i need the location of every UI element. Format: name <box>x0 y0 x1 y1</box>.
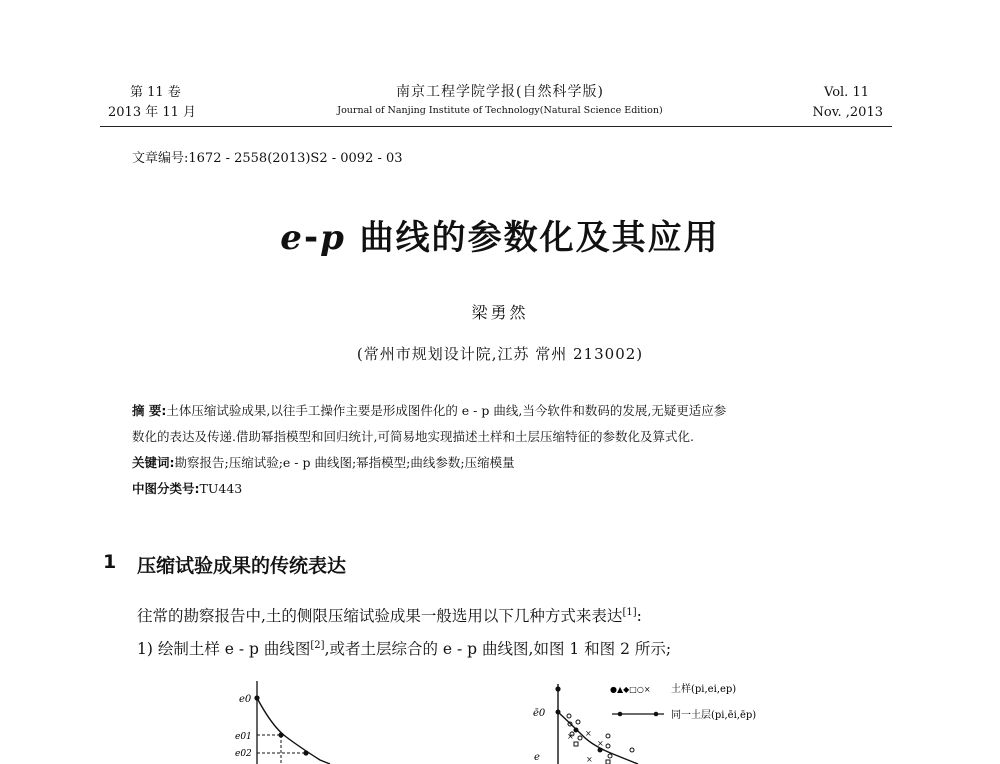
fig1-label-e02: e02 <box>235 749 252 759</box>
body-p2-text-b: ,或者土层综合的 e - p 曲线图,如图 1 和图 2 所示; <box>324 640 672 658</box>
title-rest: 曲线的参数化及其应用 <box>345 218 720 258</box>
fig2-mean-point <box>598 748 603 753</box>
abstract-label: 摘 要: <box>132 403 167 418</box>
body-p1-text: 往常的勘察报告中,土的侧限压缩试验成果一般选用以下几种方式来表达 <box>137 607 623 625</box>
fig1-point <box>254 695 259 700</box>
fig2-legend-dot <box>654 712 659 717</box>
fig2-axis-point <box>555 686 560 691</box>
date-cn: 2013 年 11 月 <box>108 105 197 120</box>
keywords-text: 勘察报告;压缩试验;e - p 曲线图;幂指模型;曲线参数;压缩模量 <box>174 455 515 470</box>
clc-text: TU443 <box>199 481 243 496</box>
header-rule <box>100 126 892 127</box>
affiliation: (常州市规划设计院,江苏 常州 213002) <box>356 345 644 363</box>
fig2-legend-dot <box>618 712 623 717</box>
body-p2-ref[interactable]: [2] <box>310 639 325 651</box>
volume-cn: 第 11 卷 <box>130 85 181 100</box>
fig1-curve <box>257 698 330 764</box>
fig2-sample-points <box>567 714 634 764</box>
figure-1 <box>230 676 370 764</box>
fig2-axis-label: e <box>534 752 540 763</box>
fig2-mean-point <box>556 710 561 715</box>
date-en: Nov. ,2013 <box>812 105 883 120</box>
svg-text:×: × <box>597 739 604 748</box>
title-p: p <box>320 218 346 258</box>
figure-2 <box>528 676 788 764</box>
journal-title-en: Journal of Nanjing Institute of Technology(Natural Science Edition) <box>337 105 663 116</box>
fig1-label-e01: e01 <box>235 732 252 742</box>
svg-text:×: × <box>567 732 574 741</box>
fig2-legend-1: 土样(pi,ei,ep) <box>671 684 737 695</box>
title-dash: - <box>303 218 321 258</box>
fig1-label-e0: e0 <box>239 694 252 705</box>
section-title: 压缩试验成果的传统表达 <box>137 555 347 577</box>
keywords <box>132 450 515 476</box>
body-p2-text-a: 1) 绘制土样 e - p 曲线图 <box>137 640 311 658</box>
body-paragraph-1 <box>137 604 642 626</box>
keywords-label: 关键词: <box>132 455 175 470</box>
author: 梁勇然 <box>471 303 529 322</box>
svg-text:×: × <box>586 755 593 764</box>
body-paragraph-2 <box>137 637 671 659</box>
fig2-legend-symbols: ●▲◆□○× <box>610 685 651 694</box>
volume-en: Vol. 11 <box>824 85 869 100</box>
title-e: e <box>280 218 304 258</box>
abstract-text-1: 土体压缩试验成果,以往手工操作主要是形成图件化的 e - p 曲线,当今软件和数码的发展,无疑更适应参 <box>166 403 727 418</box>
clc-label: 中图分类号: <box>132 481 200 496</box>
svg-text:×: × <box>585 729 592 738</box>
article-number: 文章编号:1672 - 2558(2013)S2 - 0092 - 03 <box>132 151 403 166</box>
journal-title-cn: 南京工程学院学报(自然科学版) <box>396 84 604 100</box>
clc-number <box>132 476 242 502</box>
section-number: 1 <box>103 551 117 573</box>
abstract-line-1 <box>132 398 872 424</box>
paper-title <box>0 210 1000 259</box>
body-p1-ref[interactable]: [1] <box>622 606 637 618</box>
fig2-ebar-label: ē0 <box>533 708 546 719</box>
fig2-mean-point <box>574 728 579 733</box>
body-p1-end: : <box>636 607 642 625</box>
abstract-line-2: 数化的表达及传递.借助幂指模型和回归统计,可简易地实现描述土样和土层压缩特征的参数化及算式化. <box>132 429 694 444</box>
fig2-legend-2: 同一土层(pi,ēi,ēp) <box>671 710 757 721</box>
